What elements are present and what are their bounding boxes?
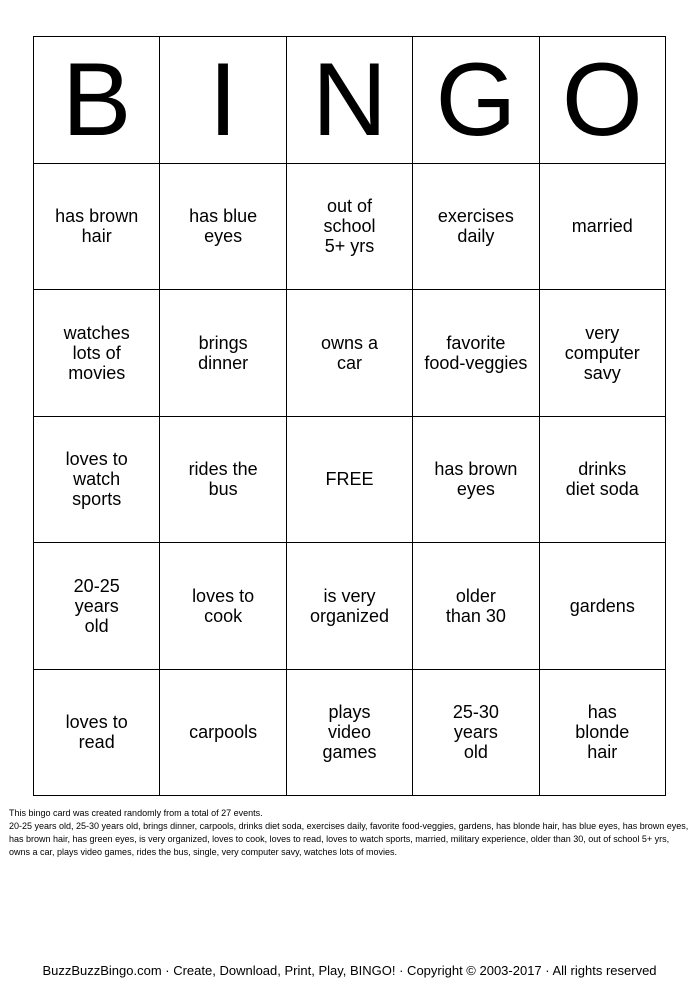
bingo-square: married [540,164,666,291]
bingo-square: loves to read [34,670,160,797]
header-letter-b: B [34,37,160,164]
bingo-square: has brown hair [34,164,160,291]
card-info [9,807,691,859]
site-footer: BuzzBuzzBingo.com · Create, Download, Print, Play, BINGO! · Copyright © 2003-2017 · All rights reserved [42,963,657,978]
bingo-square: favorite food-veggies [413,290,539,417]
bingo-square: has brown eyes [413,417,539,544]
bingo-square: drinks diet soda [540,417,666,544]
bingo-square: very computer savy [540,290,666,417]
free-square: FREE [287,417,413,544]
bingo-card [33,36,666,796]
bingo-square: has blue eyes [160,164,286,291]
event-count-note: This bingo card was created randomly from a total of 27 events. [9,808,263,818]
event-list: 20-25 years old, 25-30 years old, brings dinner, carpools, drinks diet soda, exercises daily, favorite food-veggies, gardens, has blonde hair, has blue eyes, has brown eyes, has brown hair, has green eyes, is very organized, loves to cook, loves to read, loves to watch sports, married, military experience, older than 30, out of school 5+ yrs, owns a car, plays video games, rides the bus, single, very computer savy, watches lots of movies. [9,821,689,857]
bingo-square: carpools [160,670,286,797]
header-letter-g: G [413,37,539,164]
bingo-square: loves to watch sports [34,417,160,544]
bingo-square: exercises daily [413,164,539,291]
bingo-square: plays video games [287,670,413,797]
bingo-square: 20-25 years old [34,543,160,670]
bingo-square: loves to cook [160,543,286,670]
bingo-square: 25-30 years old [413,670,539,797]
bingo-square: watches lots of movies [34,290,160,417]
header-letter-n: N [287,37,413,164]
bingo-square: has blonde hair [540,670,666,797]
bingo-square: gardens [540,543,666,670]
header-letter-o: O [540,37,666,164]
bingo-square: older than 30 [413,543,539,670]
header-letter-i: I [160,37,286,164]
bingo-square: owns a car [287,290,413,417]
bingo-square: out of school 5+ yrs [287,164,413,291]
bingo-square: is very organized [287,543,413,670]
bingo-square: rides the bus [160,417,286,544]
bingo-square: brings dinner [160,290,286,417]
